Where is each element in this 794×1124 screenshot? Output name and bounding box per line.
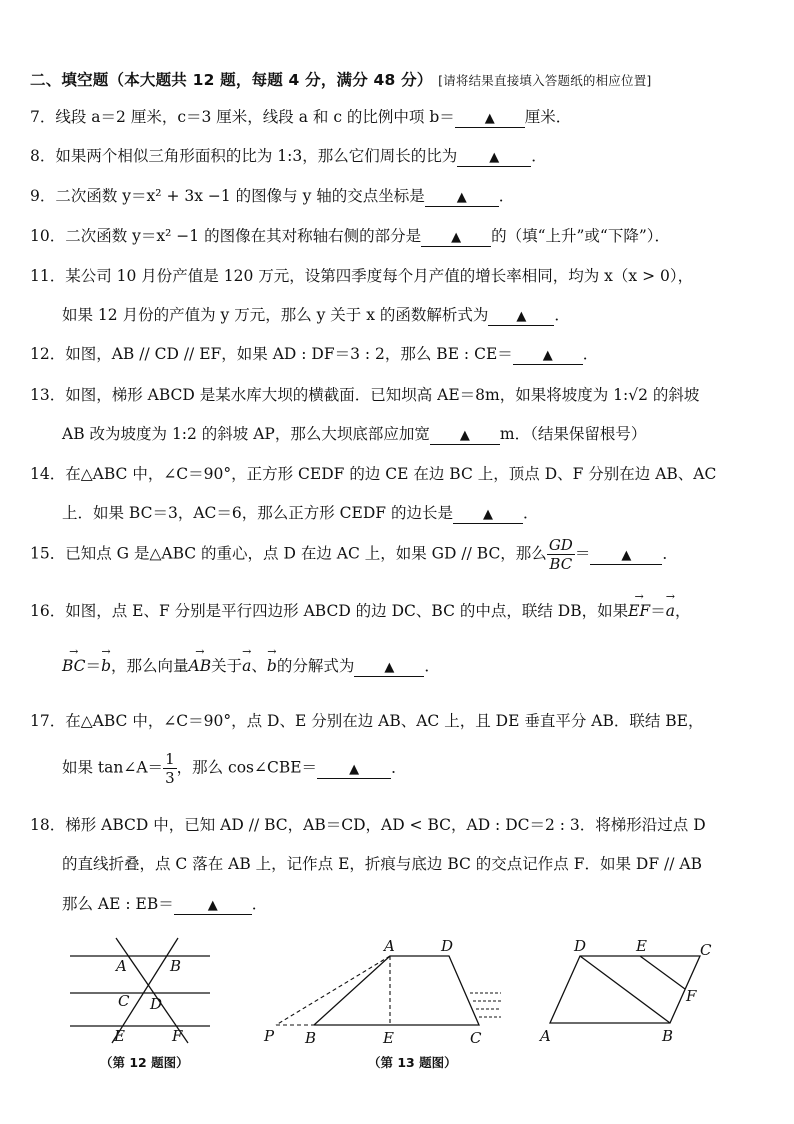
question-text: 如果 tan∠A＝	[62, 758, 164, 777]
question-number: 11．	[30, 267, 66, 285]
question-14	[30, 463, 716, 485]
question-12	[30, 343, 598, 365]
question-13-line-2	[62, 423, 646, 445]
vector-b: → b	[101, 655, 111, 677]
question-text: 二次函数 y＝x² + 3x −1 的图像与 y 轴的交点坐标是	[55, 187, 425, 205]
question-text: 如图，AB // CD // EF，如果 AD : DF＝3 : 2，那么 BE : CE＝	[65, 345, 513, 363]
question-16	[30, 600, 690, 622]
question-text: 如图，梯形 ABCD 是某水库大坝的横截面．已知坝高 AE＝8m，如果将坡度为 1:√2 的斜坡	[65, 386, 700, 404]
answer-blank[interactable]: ▲	[453, 507, 523, 524]
question-text-end: ．	[582, 345, 599, 363]
figure-13	[258, 935, 518, 1050]
question-text: 如图，点 E、F 分别是平行四边形 ABCD 的边 DC、BC 的中点，联结 DB，如果	[65, 602, 629, 620]
answer-blank[interactable]: ▲	[354, 660, 424, 677]
question-text: 关于	[211, 657, 243, 675]
question-14-line-2	[62, 502, 538, 524]
section-note: [请将结果直接填入答题纸的相应位置]	[438, 73, 652, 88]
question-text-end: ．	[554, 306, 570, 324]
answer-blank[interactable]: ▲	[455, 111, 525, 128]
question-text: 梯形 ABCD 中，已知 AD // BC，AB＝CD，AD < BC，AD : DC＝2 : 3．将梯形沿过点 D	[65, 816, 706, 834]
question-number: 18．	[30, 816, 66, 834]
section-heading: 二、填空题（本大题共 12 题，每题 4 分，满分 48 分）	[30, 71, 433, 89]
question-text-end: ．	[251, 895, 268, 913]
label-d: D	[574, 937, 587, 955]
answer-blank[interactable]: ▲	[317, 762, 391, 779]
label-a: A	[384, 937, 395, 955]
trapezoid-abcd	[314, 956, 479, 1025]
question-text-end: m．（结果保留根号）	[499, 425, 647, 443]
question-10	[30, 225, 670, 247]
question-text: 在△ABC 中，∠C＝90°，点 D、E 分别在边 AB、AC 上，且 DE 垂直平分 AB．联结 BE，	[65, 712, 704, 730]
label-b: B	[170, 957, 182, 975]
question-18-line-2	[62, 853, 702, 875]
vector-ab: → AB	[189, 655, 212, 677]
answer-blank[interactable]: ▲	[488, 309, 554, 326]
question-number: 17．	[30, 712, 66, 730]
label-e: E	[636, 937, 647, 955]
question-number: 15．	[30, 544, 66, 563]
question-text: 的直线折叠，点 C 落在 AB 上，记作点 E，折痕与底边 BC 的交点记作点 F．如果 DF // AB	[62, 855, 702, 873]
question-text: AB 改为坡度为 1:2 的斜坡 AP，那么大坝底部应加宽	[62, 425, 430, 443]
vector-bc: → BC	[62, 655, 86, 677]
question-text-end: ．	[424, 657, 440, 675]
question-text: ，那么 cos∠CBE＝	[176, 758, 318, 777]
vector-b: → b	[267, 655, 277, 677]
equals-sign: ＝	[85, 657, 102, 675]
answer-blank[interactable]: ▲	[425, 190, 499, 207]
fraction-numerator: GD	[548, 536, 573, 554]
question-text-end: ．	[391, 758, 407, 777]
label-d: D	[441, 937, 454, 955]
question-9	[30, 185, 514, 207]
question-text: 二次函数 y＝x² −1 的图像在其对称轴右侧的部分是	[65, 227, 422, 245]
label-b: B	[662, 1027, 674, 1045]
question-16-line-2	[30, 655, 440, 677]
vector-a: → a	[666, 600, 675, 622]
question-17	[30, 710, 703, 732]
label-c: C	[118, 992, 130, 1010]
question-18	[30, 814, 706, 836]
fraction-denominator: BC	[549, 555, 573, 573]
fraction-gd-bc	[547, 536, 575, 573]
figure-12-caption: （第 12 题图）	[100, 1055, 189, 1070]
label-p: P	[264, 1027, 275, 1045]
fraction-denominator: 3	[165, 769, 175, 787]
label-c: C	[470, 1029, 482, 1047]
question-text: 上．如果 BC＝3，AC＝6，那么正方形 CEDF 的边长是	[62, 504, 453, 522]
answer-blank[interactable]: ▲	[457, 150, 531, 167]
figure-12	[60, 935, 220, 1050]
question-text: 如果 12 月份的产值为 y 万元，那么 y 关于 x 的函数解析式为	[62, 306, 489, 324]
question-text-end: 厘米．	[524, 108, 572, 126]
fraction-one-third	[163, 750, 177, 787]
label-b: B	[305, 1029, 317, 1047]
vector-a: → a	[242, 655, 251, 677]
answer-blank[interactable]: ▲	[174, 898, 252, 915]
figure-13-caption: （第 13 题图）	[368, 1055, 457, 1070]
question-15	[30, 536, 678, 573]
question-text: 线段 a＝2 厘米，c＝3 厘米，线段 a 和 c 的比例中项 b＝	[55, 108, 455, 126]
question-13	[30, 384, 699, 406]
question-11	[30, 265, 693, 287]
answer-blank[interactable]: ▲	[430, 428, 500, 445]
question-text: 已知点 G 是△ABC 的重心，点 D 在边 AC 上，如果 GD // BC，那么	[65, 544, 547, 563]
label-d: D	[150, 995, 163, 1013]
question-text-end: ．	[522, 504, 539, 522]
question-text-end: 的（填“上升”或“下降”）．	[491, 227, 671, 245]
question-number: 16．	[30, 602, 66, 620]
label-a: A	[540, 1027, 551, 1045]
question-text-end: ．	[662, 544, 678, 563]
label-f: F	[172, 1027, 183, 1045]
equals-sign: ＝	[650, 602, 666, 620]
question-text-end: ．	[498, 187, 515, 205]
answer-blank[interactable]: ▲	[590, 548, 662, 565]
question-number: 8．	[30, 147, 56, 165]
question-number: 14．	[30, 465, 66, 483]
question-number: 7．	[30, 108, 56, 126]
vector-ef: → EF	[628, 600, 650, 622]
question-text-end: ．	[531, 147, 547, 165]
comma: ，	[674, 602, 691, 620]
question-text: ，那么向量	[111, 657, 189, 675]
question-text: 如果两个相似三角形面积的比为 1:3，那么它们周长的比为	[55, 147, 458, 165]
separator: 、	[251, 657, 267, 675]
section-title	[30, 68, 651, 90]
question-17-line-2	[62, 750, 407, 787]
question-number: 9．	[30, 187, 56, 205]
question-text: 某公司 10 月份产值是 120 万元，设第四季度每个月产值的增长率相同，均为 x（x > 0），	[65, 267, 694, 285]
question-7	[30, 106, 571, 128]
question-number: 12．	[30, 345, 66, 363]
label-f: F	[686, 987, 697, 1005]
figure-16	[532, 935, 732, 1050]
question-number: 10．	[30, 227, 66, 245]
question-11-line-2	[62, 304, 570, 326]
answer-blank[interactable]: ▲	[513, 348, 583, 365]
question-text: 的分解式为	[276, 657, 355, 675]
equals-sign: ＝	[574, 544, 591, 563]
answer-blank[interactable]: ▲	[421, 230, 491, 247]
diagonal-db	[580, 956, 670, 1023]
slope-ap	[276, 956, 390, 1025]
segment-ef	[640, 956, 685, 989]
label-e: E	[383, 1029, 394, 1047]
question-text: 在△ABC 中，∠C＝90°，正方形 CEDF 的边 CE 在边 BC 上，顶点 D、F 分别在边 AB、AC	[65, 465, 717, 483]
label-a: A	[116, 957, 127, 975]
question-8	[30, 145, 547, 167]
question-18-line-3	[62, 893, 267, 915]
label-c: C	[700, 941, 712, 959]
fraction-numerator: 1	[165, 750, 175, 768]
question-number: 13．	[30, 386, 66, 404]
question-text: 那么 AE : EB＝	[62, 895, 174, 913]
label-e: E	[114, 1027, 125, 1045]
